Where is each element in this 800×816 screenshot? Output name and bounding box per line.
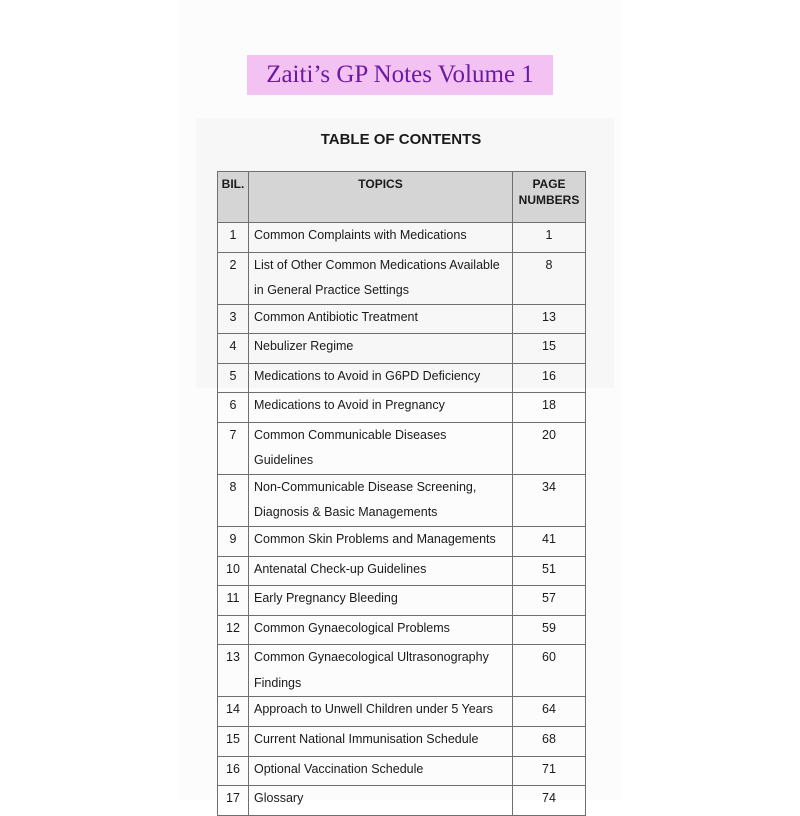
row-page-number: 71	[513, 756, 586, 786]
table-row	[218, 474, 586, 526]
row-number: 16	[218, 756, 249, 786]
row-number: 4	[218, 334, 249, 364]
row-number: 14	[218, 697, 249, 727]
row-number: 2	[218, 252, 249, 304]
table-row	[218, 363, 586, 393]
row-page-number: 20	[513, 422, 586, 474]
toc-body	[218, 223, 586, 816]
row-topic: Common Gynaecological Ultrasonography Findings	[249, 645, 513, 697]
row-number: 11	[218, 586, 249, 616]
row-number: 1	[218, 223, 249, 253]
row-number: 10	[218, 556, 249, 586]
table-row	[218, 726, 586, 756]
row-topic: Medications to Avoid in Pregnancy	[249, 393, 513, 423]
table-row	[218, 526, 586, 556]
row-page-number: 57	[513, 586, 586, 616]
row-topic: Common Gynaecological Problems	[249, 615, 513, 645]
table-row	[218, 786, 586, 816]
row-topic: Non-Communicable Disease Screening, Diagnosis & Basic Managements	[249, 474, 513, 526]
row-number: 8	[218, 474, 249, 526]
row-page-number: 64	[513, 697, 586, 727]
column-header-bil: BIL.	[218, 172, 249, 223]
row-topic: Nebulizer Regime	[249, 334, 513, 364]
row-page-number: 60	[513, 645, 586, 697]
row-number: 5	[218, 363, 249, 393]
book-title-banner	[247, 55, 553, 95]
row-number: 12	[218, 615, 249, 645]
table-row	[218, 615, 586, 645]
row-page-number: 15	[513, 334, 586, 364]
column-header-page: PAGE NUMBERS	[513, 172, 586, 223]
row-topic: Antenatal Check-up Guidelines	[249, 556, 513, 586]
row-page-number: 1	[513, 223, 586, 253]
row-page-number: 18	[513, 393, 586, 423]
row-topic: Common Complaints with Medications	[249, 223, 513, 253]
table-row	[218, 697, 586, 727]
table-row	[218, 393, 586, 423]
row-topic: Common Communicable Diseases Guidelines	[249, 422, 513, 474]
row-page-number: 51	[513, 556, 586, 586]
row-number: 15	[218, 726, 249, 756]
table-row	[218, 334, 586, 364]
table-header-row	[218, 172, 586, 223]
row-topic: Common Skin Problems and Managements	[249, 526, 513, 556]
row-topic: Current National Immunisation Schedule	[249, 726, 513, 756]
row-page-number: 34	[513, 474, 586, 526]
book-title: Zaiti’s GP Notes Volume 1	[266, 61, 534, 88]
table-row	[218, 556, 586, 586]
table-row	[218, 586, 586, 616]
row-topic: Optional Vaccination Schedule	[249, 756, 513, 786]
row-topic: Glossary	[249, 786, 513, 816]
row-number: 9	[218, 526, 249, 556]
row-number: 6	[218, 393, 249, 423]
toc-table	[217, 171, 586, 816]
table-row	[218, 223, 586, 253]
table-row	[218, 252, 586, 304]
row-page-number: 13	[513, 304, 586, 334]
row-number: 13	[218, 645, 249, 697]
table-row	[218, 756, 586, 786]
row-number: 17	[218, 786, 249, 816]
row-topic: List of Other Common Medications Available in General Practice Settings	[249, 252, 513, 304]
row-page-number: 41	[513, 526, 586, 556]
row-topic: Early Pregnancy Bleeding	[249, 586, 513, 616]
row-page-number: 8	[513, 252, 586, 304]
toc-heading: TABLE OF CONTENTS	[320, 131, 482, 148]
row-topic: Medications to Avoid in G6PD Deficiency	[249, 363, 513, 393]
row-number: 3	[218, 304, 249, 334]
row-topic: Approach to Unwell Children under 5 Years	[249, 697, 513, 727]
table-row	[218, 422, 586, 474]
row-page-number: 16	[513, 363, 586, 393]
row-page-number: 59	[513, 615, 586, 645]
row-page-number: 68	[513, 726, 586, 756]
row-topic: Common Antibiotic Treatment	[249, 304, 513, 334]
column-header-topics: TOPICS	[249, 172, 513, 223]
row-page-number: 74	[513, 786, 586, 816]
table-row	[218, 304, 586, 334]
table-row	[218, 645, 586, 697]
row-number: 7	[218, 422, 249, 474]
